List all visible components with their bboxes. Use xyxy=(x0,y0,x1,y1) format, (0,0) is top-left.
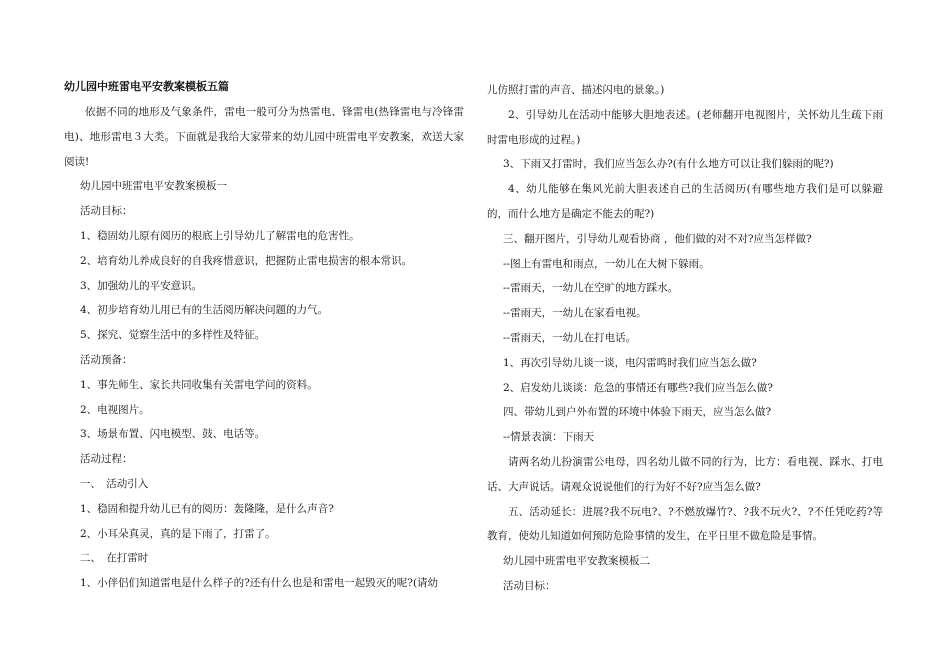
preparation-label: 活动预备： xyxy=(80,353,133,366)
process-item: 2、小耳朵真灵，真的是下雨了，打雷了。 xyxy=(80,527,276,540)
process-item: 2、引导幼儿在活动中能够大胆地表述。(老师翻开电视图片，关怀幼儿生疏下雨时雷电形成的过程。) xyxy=(487,108,883,146)
activity-goals-label: 活动目标： xyxy=(80,205,133,218)
process-step-heading: 一、 活动引入 xyxy=(80,477,149,490)
extension-paragraph: 五、活动延长：进展?我不玩电?、?不燃放爆竹?、?我不玩火?、?不任凭吃药?等教育，使幼儿知道如何预防危险事情的发生，在平日里不做危险是事情。 xyxy=(487,505,883,543)
process-item: 3、下雨又打雷时，我们应当怎么办?(有什么地方可以让我们躲雨的呢?) xyxy=(503,158,834,171)
section-heading-plan-one: 幼儿园中班雷电平安教案模板一 xyxy=(80,180,227,193)
preparation-item: 2、电视图片。 xyxy=(80,403,150,416)
scenario-item: --雷雨天，一幼儿在打电话。 xyxy=(503,331,637,344)
preparation-item: 3、场景布置、闪电模型、鼓、电话等。 xyxy=(80,428,266,441)
goal-item: 5、探究、觉察生活中的多样性及特征。 xyxy=(80,329,266,342)
left-column xyxy=(64,78,464,596)
roleplay-paragraph: 请两名幼儿扮演雷公电母，四名幼儿做不同的行为，比方：看电视、踩水、打电话、大声说话。请观众说说他们的行为好不好?应当怎么做? xyxy=(487,455,883,493)
process-item: 4、幼儿能够在集风光前大胆表述自己的生活阅历(有哪些地方我们是可以躲避的，而什么地方是确定不能去的呢?) xyxy=(487,183,883,220)
process-item: 2、启发幼儿谈谈：危急的事情还有哪些?我们应当怎么做? xyxy=(503,381,773,394)
process-item: 1、再次引导幼儿谈一谈，电闪雷鸣时我们应当怎么做? xyxy=(503,356,757,369)
process-step-heading: 四、带幼儿到户外布置的环境中体验下雨天，应当怎么做? xyxy=(503,406,772,419)
goal-item: 3、加强幼儿的平安意识。 xyxy=(80,279,203,292)
section-heading-plan-two: 幼儿园中班雷电平安教案模板二 xyxy=(503,555,650,568)
intro-paragraph: 依据不同的地形及气象条件，雷电一般可分为热雷电、锋雷电(热锋雷电与冷锋雷电)、地形雷电３大类。下面就是我给大家带来的幼儿园中班雷电平安教案，欢送大家阅读! xyxy=(64,106,464,168)
goal-item: 4、初步培育幼儿用已有的生活阅历解决问题的力气。 xyxy=(80,304,329,317)
process-item: 1、稳固和提升幼儿已有的阅历：轰隆隆，是什么声音? xyxy=(80,502,334,515)
goal-item: 1、稳固幼儿原有阅历的根底上引导幼儿了解雷电的危害性。 xyxy=(80,229,360,242)
scenario-item: --雷雨天，一幼儿在空旷的地方踩水。 xyxy=(503,282,679,295)
process-label: 活动过程： xyxy=(80,453,133,466)
scenario-item: --情景表演：下雨天 xyxy=(503,431,595,444)
document-title: 幼儿园中班雷电平安教案模板五篇 xyxy=(64,80,229,93)
process-step-heading: 二、 在打雷时 xyxy=(80,552,149,565)
right-column xyxy=(487,78,883,599)
continued-text: 儿仿照打雷的声音、描述闪电的景象。) xyxy=(487,84,665,96)
scenario-item: --图上有雷电和雨点，一幼儿在大树下躲雨。 xyxy=(503,257,710,270)
goal-item: 2、培育幼儿养成良好的自我疼惜意识，把握防止雷电损害的根本常识。 xyxy=(80,254,413,267)
activity-goals-label: 活动目标： xyxy=(503,579,556,592)
scenario-item: --雷雨天，一幼儿在家看电视。 xyxy=(503,307,647,320)
process-step-heading: 三、翻开图片，引导幼儿观看协商 ，他们做的对不对?应当怎样做? xyxy=(503,232,812,245)
preparation-item: 1、事先师生、家长共同收集有关雷电学问的资料。 xyxy=(80,378,318,391)
process-item: 1、小伴侣们知道雷电是什么样子的?还有什么也是和雷电一起毁灭的呢?(请幼 xyxy=(80,577,439,590)
